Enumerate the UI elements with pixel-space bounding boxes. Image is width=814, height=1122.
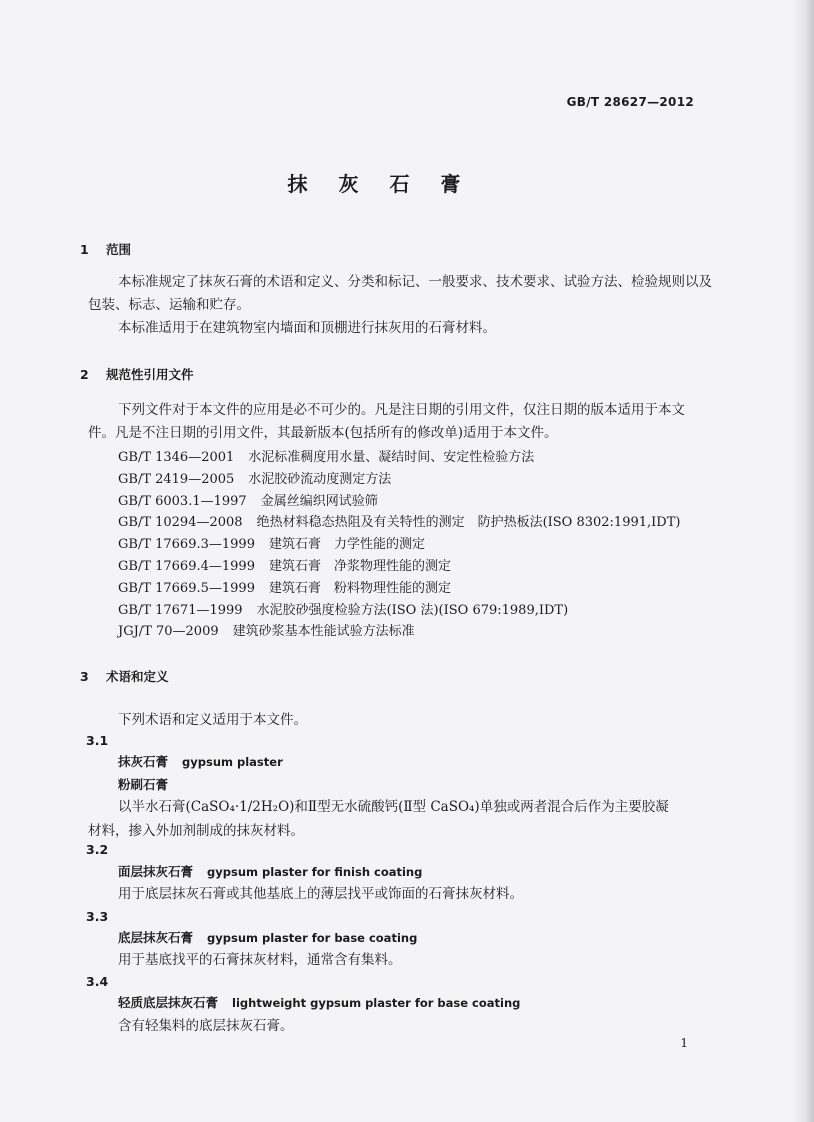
reference-title: 水泥胶砂流动度测定方法 — [248, 471, 392, 487]
reference-code: GB/T 2419—2005 — [118, 471, 235, 487]
reference-title: 绝热材料稳态热阻及有关特性的测定 防护热板法(ISO 8302:1991,IDT) — [256, 515, 681, 531]
term-english: lightweight gypsum plaster for base coating — [232, 996, 521, 1010]
section-1-heading — [80, 240, 131, 258]
reference-item — [118, 555, 680, 577]
term-chinese: 面层抹灰石膏 — [118, 864, 194, 879]
term-alternate: 粉刷石膏 — [118, 777, 169, 792]
term-number: 3.4 — [86, 974, 109, 989]
section-1-paragraph-1 — [88, 271, 712, 317]
reference-item — [118, 620, 680, 642]
term-heading — [118, 928, 417, 946]
reference-code: GB/T 17671—1999 — [118, 602, 243, 618]
reference-title: 水泥标准稠度用水量、凝结时间、安定性检验方法 — [248, 450, 535, 465]
paragraph-line: 本标准规定了抹灰石膏的术语和定义、分类和标记、一般要求、技术要求、试验方法、检验规则以及 — [118, 274, 712, 290]
reference-code: GB/T 17669.4—1999 — [118, 558, 255, 574]
section-number: 3 — [80, 669, 89, 684]
section-2-intro — [88, 399, 700, 445]
paragraph-line: 包装、标志、运输和贮存。 — [88, 297, 250, 313]
term-definition — [88, 795, 708, 843]
term-chinese: 轻质底层抹灰石膏 — [118, 995, 219, 1010]
section-title: 术语和定义 — [106, 669, 169, 684]
reference-code: GB/T 1346—2001 — [118, 450, 235, 465]
reference-title: 建筑石膏 净浆物理性能的测定 — [268, 558, 451, 574]
reference-code: JGJ/T 70—2009 — [118, 624, 219, 640]
reference-title: 建筑石膏 粉料物理性能的测定 — [268, 580, 451, 596]
reference-title: 建筑砂浆基本性能试验方法标准 — [232, 624, 415, 640]
reference-title: 金属丝编织网试验筛 — [260, 493, 378, 509]
term-english: gypsum plaster for base coating — [207, 931, 418, 945]
section-number: 2 — [80, 367, 89, 382]
scan-edge-shadow — [792, 0, 814, 1122]
term-heading — [118, 752, 283, 770]
reference-title: 建筑石膏 力学性能的测定 — [268, 537, 425, 553]
definition-line: 以半水石膏(CaSO₄·1/2H₂O)和Ⅱ型无水硫酸钙(Ⅱ型 CaSO₄)单独或两者混合后作为主要胶凝 — [118, 799, 669, 815]
reference-item — [118, 490, 680, 512]
reference-item — [118, 511, 680, 533]
reference-code: GB/T 17669.3—1999 — [118, 537, 255, 553]
term-definition: 用于底层抹灰石膏或其他基底上的薄层找平或饰面的石膏抹灰材料。 — [118, 886, 523, 902]
document-title: 抹 灰 石 膏 — [287, 172, 473, 196]
term-heading — [118, 993, 520, 1011]
reference-item — [118, 599, 680, 621]
reference-item — [118, 577, 680, 599]
section-title: 范围 — [106, 242, 132, 257]
reference-item — [118, 533, 680, 555]
section-2-heading — [80, 365, 194, 383]
term-definition: 含有轻集料的底层抹灰石膏。 — [118, 1018, 294, 1034]
term-chinese: 抹灰石膏 — [118, 754, 169, 769]
reference-code: GB/T 6003.1—1997 — [118, 493, 247, 509]
term-english: gypsum plaster — [182, 755, 283, 769]
section-3-intro: 下列术语和定义适用于本文件。 — [118, 712, 307, 728]
standard-number: GB/T 28627—2012 — [566, 95, 694, 109]
reference-code: GB/T 17669.5—1999 — [118, 580, 255, 596]
term-english: gypsum plaster for finish coating — [207, 865, 423, 879]
paragraph-line: 件。凡是不注日期的引用文件，其最新版本(包括所有的修改单)适用于本文件。 — [88, 425, 558, 441]
reference-code: GB/T 10294—2008 — [118, 515, 243, 531]
paragraph-line: 下列文件对于本文件的应用是必不可少的。凡是注日期的引用文件，仅注日期的版本适用于本文 — [118, 402, 685, 418]
section-3-heading — [80, 667, 169, 685]
reference-item — [118, 468, 680, 490]
term-heading — [118, 862, 422, 880]
paragraph-line: 本标准适用于在建筑物室内墙面和顶棚进行抹灰用的石膏材料。 — [118, 320, 496, 336]
section-title: 规范性引用文件 — [106, 367, 194, 382]
term-chinese: 底层抹灰石膏 — [118, 930, 194, 945]
reference-item — [118, 446, 680, 468]
reference-list — [118, 446, 680, 642]
term-definition: 用于基底找平的石膏抹灰材料，通常含有集料。 — [118, 952, 402, 968]
definition-line: 材料，掺入外加剂制成的抹灰材料。 — [88, 823, 304, 839]
section-1-paragraph-2 — [88, 317, 700, 340]
term-number: 3.1 — [86, 733, 109, 748]
page-number: 1 — [680, 1036, 688, 1050]
term-number: 3.2 — [86, 842, 109, 857]
term-number: 3.3 — [86, 909, 109, 924]
reference-title: 水泥胶砂强度检验方法(ISO 法)(ISO 679:1989,IDT) — [256, 602, 569, 618]
section-number: 1 — [80, 242, 89, 257]
